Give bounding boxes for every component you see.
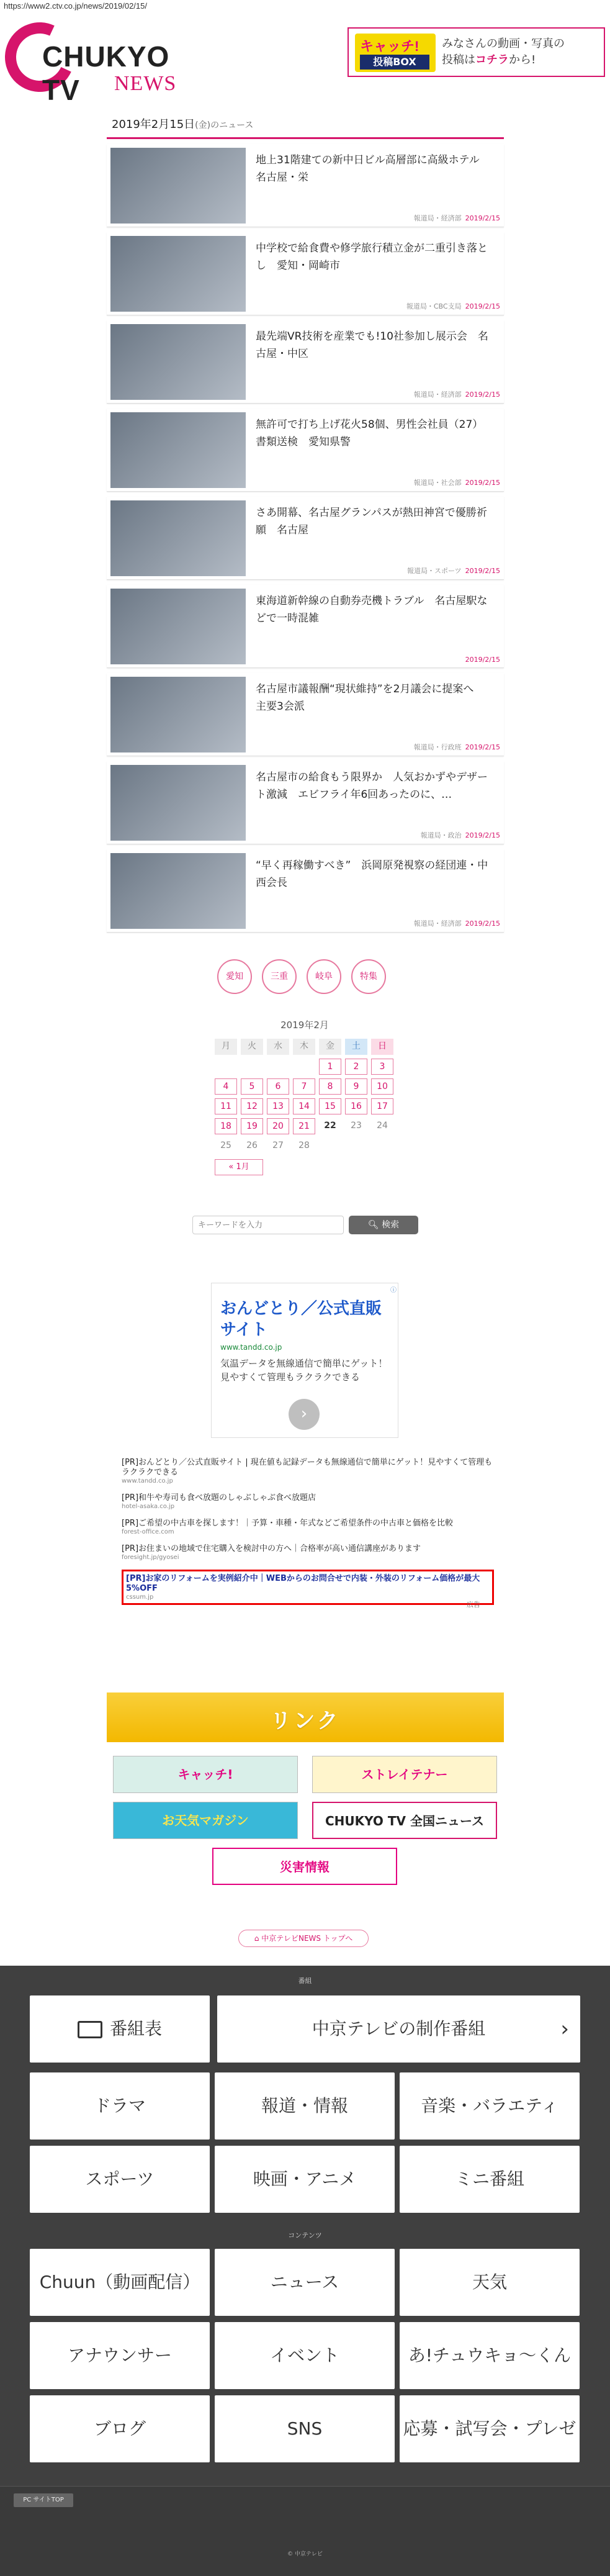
- text-ads: [122, 1458, 494, 1614]
- footer-nav-button[interactable]: イベント: [215, 2322, 395, 2389]
- category-button[interactable]: 愛知: [217, 959, 252, 994]
- news-thumbnail[interactable]: [110, 324, 246, 400]
- logo-text: CHUKYO TV: [42, 40, 170, 106]
- text-ad[interactable]: [122, 1493, 494, 1510]
- calendar-weekday: 月: [215, 1039, 237, 1055]
- calendar-day: [241, 1059, 263, 1075]
- news-item[interactable]: [107, 673, 504, 756]
- news-title[interactable]: “早く再稼働すべき” 浜岡原発視察の経団連・中西会長: [256, 859, 488, 889]
- site-footer: [0, 1966, 610, 2576]
- post-box-promo-banner[interactable]: [348, 27, 605, 77]
- calendar-day: [293, 1059, 315, 1075]
- news-meta: [414, 213, 500, 223]
- ad-info-icon[interactable]: ⓘ: [390, 1287, 397, 1294]
- news-date: 2019/2/15: [465, 567, 500, 575]
- calendar-day: 24: [377, 1121, 388, 1131]
- footer-nav-button[interactable]: 天気: [400, 2249, 580, 2316]
- calendar-prev-month-link[interactable]: « 1月: [215, 1159, 263, 1175]
- footer-nav-button[interactable]: ミニ番組: [400, 2146, 580, 2213]
- news-date: 2019/2/15: [465, 743, 500, 751]
- news-category: 報道局・CBC支局: [406, 302, 462, 310]
- calendar-day[interactable]: 20: [267, 1118, 289, 1134]
- calendar-title: 2019年2月: [280, 1019, 329, 1031]
- chukyo-tv-logo[interactable]: [5, 22, 204, 106]
- search-form: [192, 1216, 418, 1236]
- news-date: 2019/2/15: [465, 391, 500, 399]
- news-item[interactable]: [107, 497, 504, 580]
- text-ad-url: www.tandd.co.jp: [122, 1478, 173, 1485]
- national-news-banner[interactable]: CHUKYO TV 全国ニュース: [312, 1802, 497, 1839]
- footer-nav-button[interactable]: Chuun（動画配信）: [30, 2249, 210, 2316]
- news-category: 報道局・スポーツ: [407, 567, 462, 575]
- news-thumbnail[interactable]: [110, 412, 246, 488]
- news-item[interactable]: [107, 761, 504, 844]
- calendar-day: 28: [298, 1141, 310, 1150]
- text-ad[interactable]: [122, 1544, 494, 1561]
- news-meta: [407, 566, 500, 576]
- disaster-info-banner[interactable]: 災害情報: [212, 1848, 397, 1885]
- news-meta: [462, 656, 500, 664]
- ad-arrow-icon[interactable]: ›: [289, 1399, 320, 1430]
- promo-line1: みなさんの動画・写真の: [442, 37, 565, 50]
- news-title[interactable]: 名古屋市の給食もう限界か 人気おかずやデザート激減 エビフライ年6回あったのに、…: [256, 771, 488, 801]
- date-suffix: のニュース: [210, 120, 254, 130]
- promo-text: [442, 36, 565, 68]
- calendar-day: [345, 1138, 367, 1154]
- calendar-day[interactable]: 21: [293, 1118, 315, 1134]
- calendar-day[interactable]: 17: [371, 1098, 393, 1114]
- calendar-day: 25: [220, 1141, 231, 1150]
- news-category: 報道局・政治: [420, 831, 462, 839]
- ad-label: 広告: [467, 1601, 480, 1609]
- pc-site-top-button[interactable]: PC サイトTOP: [14, 2493, 73, 2507]
- news-item[interactable]: [107, 232, 504, 315]
- news-thumbnail[interactable]: [110, 148, 246, 224]
- calendar-day[interactable]: 10: [371, 1078, 393, 1095]
- calendar-day[interactable]: 5: [241, 1078, 263, 1095]
- news-title[interactable]: 東海道新幹線の自動券売機トラブル 名古屋駅などで一時混雑: [256, 595, 488, 625]
- text-ad-title[interactable]: [PR]和牛や寿司も食べ放題のしゃぶしゃぶ食べ放題店: [122, 1493, 316, 1503]
- weekday-text: (金): [195, 120, 211, 130]
- back-to-news-top-link[interactable]: [238, 1930, 369, 1947]
- news-date: 2019/2/15: [465, 214, 500, 222]
- news-thumbnail[interactable]: [110, 677, 246, 752]
- footer-bottom: [0, 2486, 610, 2576]
- tv-icon: [78, 2021, 102, 2038]
- calendar-day: [267, 1059, 289, 1075]
- footer-nav-button[interactable]: ブログ: [30, 2395, 210, 2462]
- site-header: [0, 14, 610, 106]
- straightener-banner[interactable]: ストレイテナー: [312, 1756, 497, 1793]
- promo-line2: [442, 52, 565, 68]
- date-text: 2019年2月15日: [112, 118, 195, 131]
- news-title[interactable]: 名古屋市議報酬“現状維持”を2月議会に提案へ 主要3会派: [256, 683, 485, 713]
- news-thumbnail[interactable]: [110, 500, 246, 576]
- search-button-label: 検索: [382, 1220, 400, 1230]
- calendar-day[interactable]: 3: [371, 1059, 393, 1075]
- calendar-day[interactable]: 2: [345, 1059, 367, 1075]
- calendar-weekday: 日: [371, 1039, 393, 1055]
- search-icon: 🔍︎: [367, 1220, 379, 1230]
- text-ad-title[interactable]: [PR]ご希望の中古車を探します！｜予算・車種・年式などご希望条件の中古車と価格を比較: [122, 1519, 454, 1528]
- calendar-day: [215, 1059, 237, 1075]
- footer-nav-button[interactable]: 音楽・バラエティ: [400, 2072, 580, 2140]
- ad-description: 気温データを無線通信で簡単にゲット！見やすくて管理もラクラクできる: [220, 1358, 388, 1383]
- text-ad[interactable]: [122, 1458, 494, 1485]
- calendar-day: 23: [351, 1121, 362, 1131]
- logo-subtext: NEWS: [114, 72, 177, 95]
- news-category: 報道局・社会部: [413, 479, 462, 487]
- news-title[interactable]: 無許可で打ち上げ花火58個、男性会社員（27）書類送検 愛知県警: [256, 418, 483, 448]
- calendar-day: 22: [324, 1121, 336, 1131]
- weather-magazine-banner[interactable]: お天気マガジン: [113, 1802, 298, 1839]
- chevron-right-icon: ›: [560, 2017, 569, 2041]
- news-title[interactable]: さあ開幕、名古屋グランパスが熱田神宮で優勝祈願 名古屋: [256, 507, 487, 536]
- news-meta: [406, 301, 500, 311]
- category-button[interactable]: 三重: [262, 959, 297, 994]
- calendar-day[interactable]: 19: [241, 1118, 263, 1134]
- calendar-day[interactable]: 7: [293, 1078, 315, 1095]
- text-ad-url: forest-office.com: [122, 1529, 174, 1535]
- promo-line2-pre: 投稿は: [442, 53, 475, 66]
- calendar-day: 26: [246, 1141, 258, 1150]
- calendar-day[interactable]: 9: [345, 1078, 367, 1095]
- text-ad-title[interactable]: [PR]お家のリフォームを実例紹介中｜WEBからのお問合せで内装・外装のリフォーム価格が最大5%OFF: [126, 1574, 480, 1593]
- news-item[interactable]: [107, 849, 504, 933]
- program-schedule-label: 番組表: [109, 2018, 162, 2039]
- calendar-day[interactable]: 16: [345, 1098, 367, 1114]
- text-ad-url: hotel-asaka.co.jp: [122, 1503, 175, 1510]
- news-meta: [414, 477, 500, 487]
- calendar-weekday: 木: [293, 1039, 315, 1055]
- calendar-day[interactable]: 1: [319, 1059, 341, 1075]
- news-date: 2019/2/15: [465, 920, 500, 928]
- text-ad[interactable]: [122, 1519, 494, 1535]
- calendar-day[interactable]: 4: [215, 1078, 237, 1095]
- footer-nav-button[interactable]: あ!チュウキョ〜くん: [400, 2322, 580, 2389]
- calendar-day[interactable]: 15: [319, 1098, 341, 1114]
- archive-calendar: [215, 1018, 395, 1175]
- footer-nav-button[interactable]: SNS: [215, 2395, 395, 2462]
- date-heading: [107, 112, 504, 139]
- news-thumbnail[interactable]: [110, 589, 246, 664]
- news-category: 報道局・経済部: [413, 920, 462, 928]
- news-item[interactable]: [107, 144, 504, 227]
- footer-nav-button[interactable]: ドラマ: [30, 2072, 210, 2140]
- text-ad-url: cssum.jp: [126, 1594, 154, 1601]
- news-item[interactable]: [107, 585, 504, 668]
- ad-url: www.tandd.co.jp: [220, 1343, 282, 1352]
- news-title[interactable]: 中学校で給食費や修学旅行積立金が二重引き落とし 愛知・岡崎市: [256, 242, 488, 272]
- footer-nav-button[interactable]: 報道・情報: [215, 2072, 395, 2140]
- news-date: 2019/2/15: [465, 656, 500, 664]
- url-bar: https://www2.ctv.co.jp/news/2019/02/15/: [4, 1, 147, 11]
- original-programs-label: 中京テレビの制作番組: [312, 2018, 486, 2039]
- news-date: 2019/2/15: [465, 479, 500, 487]
- catch-banner[interactable]: キャッチ!: [113, 1756, 298, 1793]
- news-item[interactable]: [107, 409, 504, 492]
- news-item[interactable]: [107, 320, 504, 404]
- news-thumbnail[interactable]: [110, 765, 246, 841]
- calendar-day[interactable]: 8: [319, 1078, 341, 1095]
- calendar-day: [371, 1138, 393, 1154]
- news-title[interactable]: 最先端VR技術を産業でも!10社参加し展示会 名古屋・中区: [256, 330, 488, 360]
- category-button[interactable]: 岐阜: [307, 959, 341, 994]
- news-meta: [414, 389, 500, 399]
- calendar-weekday: 火: [241, 1039, 263, 1055]
- text-ad-url: foresight.jp/gyosei: [122, 1554, 179, 1561]
- news-meta: [414, 918, 500, 928]
- post-box-badge: [355, 34, 436, 72]
- badge-top: キャッチ!: [360, 38, 419, 54]
- news-list: [107, 144, 504, 938]
- calendar-day: 27: [272, 1141, 284, 1150]
- text-ad-title[interactable]: [PR]お住まいの地域で住宅購入を検討中の方へ｜合格率が高い通信講座があります: [122, 1544, 421, 1553]
- calendar-day[interactable]: 6: [267, 1078, 289, 1095]
- news-category: 報道局・行政班: [413, 743, 462, 751]
- calendar-weekday: 水: [267, 1039, 289, 1055]
- news-meta: [421, 830, 500, 840]
- promo-line2-highlight: コチラ: [475, 53, 509, 66]
- news-meta: [414, 742, 500, 752]
- program-schedule-button[interactable]: [30, 1995, 210, 2063]
- ad-title: おんどとり／公式直販サイト: [220, 1299, 382, 1339]
- calendar-weekday: 土: [345, 1039, 367, 1055]
- links-heading: [107, 1692, 504, 1742]
- calendar-grid: [215, 1039, 395, 1154]
- calendar-day[interactable]: 11: [215, 1098, 237, 1114]
- category-button[interactable]: 特集: [351, 959, 386, 994]
- footer-nav-button[interactable]: ニュース: [215, 2249, 395, 2316]
- text-ad[interactable]: [122, 1570, 494, 1605]
- copyright: © 中京テレビ: [287, 2551, 323, 2557]
- footer-nav-button[interactable]: 応募・試写会・プレゼ: [400, 2395, 580, 2462]
- news-thumbnail[interactable]: [110, 853, 246, 929]
- links-heading-text: リンク: [270, 1709, 341, 1733]
- search-input[interactable]: [192, 1216, 344, 1234]
- calendar-day[interactable]: 12: [241, 1098, 263, 1114]
- news-date: 2019/2/15: [465, 302, 500, 310]
- badge-bottom: 投稿BOX: [360, 55, 429, 70]
- promo-line2-post: から!: [509, 53, 536, 66]
- calendar-weekday: 金: [319, 1039, 341, 1055]
- calendar-day[interactable]: 13: [267, 1098, 289, 1114]
- region-categories: [217, 959, 403, 997]
- calendar-day[interactable]: 18: [215, 1118, 237, 1134]
- display-ad[interactable]: [211, 1283, 398, 1438]
- calendar-day[interactable]: 14: [293, 1098, 315, 1114]
- back-to-top-label: 中京テレビNEWS トップへ: [261, 1934, 353, 1943]
- news-date: 2019/2/15: [465, 831, 500, 839]
- footer-contents-label: コンテンツ: [288, 2231, 322, 2239]
- search-button[interactable]: [349, 1216, 418, 1234]
- news-category: 報道局・経済部: [413, 214, 462, 222]
- news-category: 報道局・経済部: [413, 391, 462, 399]
- calendar-day: [319, 1138, 341, 1154]
- footer-nav-button[interactable]: 映画・アニメ: [215, 2146, 395, 2213]
- news-thumbnail[interactable]: [110, 236, 246, 312]
- text-ad-title[interactable]: [PR]おんどとり／公式直販サイト | 現在値も記録データも無線通信で簡単にゲット！見やすくて管理もラクラクできる: [122, 1458, 493, 1477]
- footer-programs-label: 番組: [298, 1977, 312, 1985]
- home-icon: ⌂: [254, 1934, 259, 1943]
- news-title[interactable]: 地上31階建ての新中日ビル高層部に高級ホテル 名古屋・栄: [256, 154, 490, 184]
- footer-nav-button[interactable]: アナウンサー: [30, 2322, 210, 2389]
- original-programs-button[interactable]: [217, 1995, 580, 2063]
- footer-nav-button[interactable]: スポーツ: [30, 2146, 210, 2213]
